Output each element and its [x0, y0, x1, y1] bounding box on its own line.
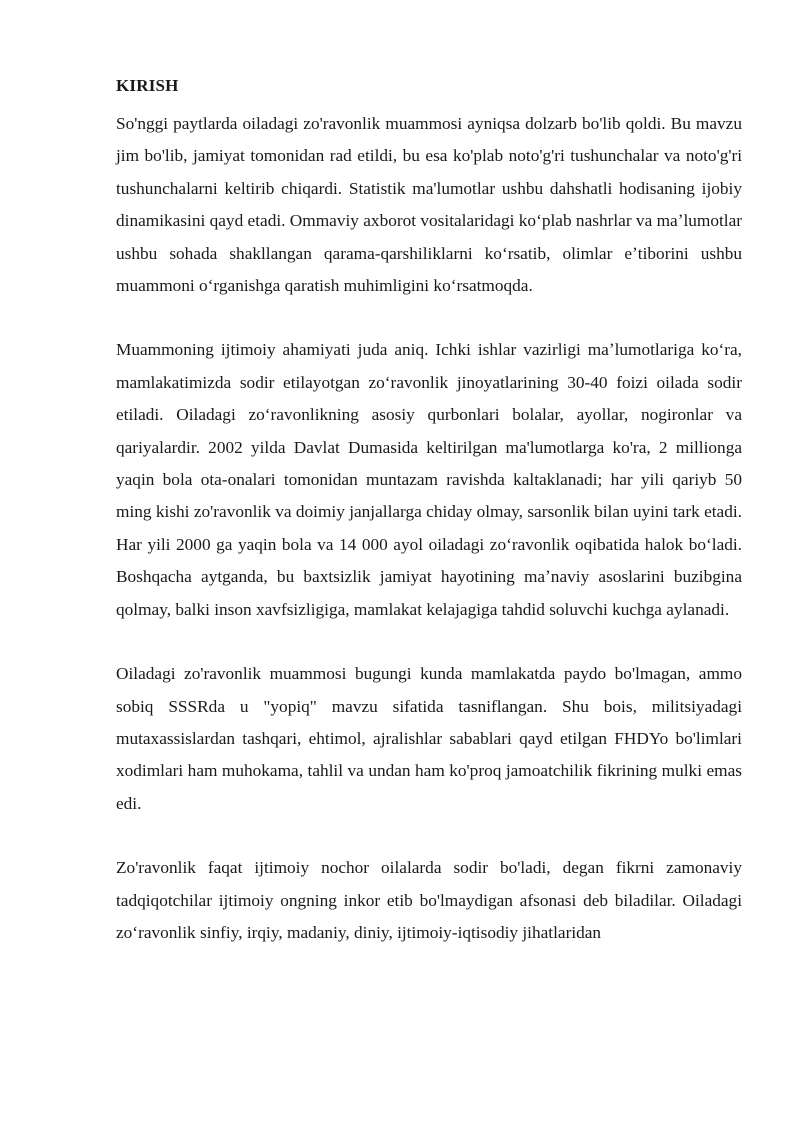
paragraph-2: Muammoning ijtimoiy ahamiyati juda aniq. Ichki ishlar vazirligi maʼlumotlariga koʻra, mamlakatimizda sodir etilayotgan zoʻravonlik jinoyatlarining 30-40 foizi oilada sodir etiladi. Oiladagi zoʻravonlikning asosiy qurbonlari bolalar, ayollar, nogironlar va qariyalardir. 2002 yilda Davlat Dumasida keltirilgan ma'lumotlarga ko'ra, 2 millionga yaqin bola ota-onalari tomonidan muntazam ravishda kaltaklanadi; har yili qariyb 50 ming kishi zo'ravonlik va doimiy janjallarga chiday olmay, sarsonlik bilan uyini tark etadi. Har yili 2000 ga yaqin bola va 14 000 ayol oiladagi zoʻravonlik oqibatida halok boʻladi. Boshqacha aytganda, bu baxtsizlik jamiyat hayotining maʼnaviy asoslarini buzibgina qolmay, balki inson xavfsizligiga, mamlakat kelajagiga tahdid soluvchi kuchga aylanadi. [116, 340, 742, 619]
section-heading: KIRISH [116, 76, 179, 95]
paragraph-1: So'nggi paytlarda oiladagi zo'ravonlik muammosi ayniqsa dolzarb bo'lib qoldi. Bu mavzu jim bo'lib, jamiyat tomonidan rad etildi, bu esa ko'plab noto'g'ri tushunchalar va noto'g'ri tushunchalarni keltirib chiqardi. Statistik ma'lumotlar ushbu dahshatli hodisaning ijobiy dinamikasini qayd etadi. Ommaviy axborot vositalaridagi koʻplab nashrlar va maʼlumotlar ushbu sohada shakllangan qarama-qarshiliklarni koʻrsatib, olimlar eʼtiborini ushbu muammoni oʻrganishga qaratish muhimligini koʻrsatmoqda. [116, 114, 742, 296]
paragraph-4: Zo'ravonlik faqat ijtimoiy nochor oilalarda sodir bo'ladi, degan fikrni zamonaviy tadqiqotchilar ijtimoiy ongning inkor etib bo'lmaydigan afsonasi deb biladilar. Oiladagi zoʻravonlik sinfiy, irqiy, madaniy, diniy, ijtimoiy-iqtisodiy jihatlaridan [116, 858, 742, 942]
paragraph-3: Oiladagi zo'ravonlik muammosi bugungi kunda mamlakatda paydo bo'lmagan, ammo sobiq SSSRda u "yopiq" mavzu sifatida tasniflangan. Shu bois, militsiyadagi mutaxassislardan tashqari, ehtimol, ajralishlar sabablari qayd etilgan FHDYo bo'limlari xodimlari ham muhokama, tahlil va undan ham ko'proq jamoatchilik fikrining mulki emas edi. [116, 664, 742, 813]
document-body [116, 74, 742, 981]
